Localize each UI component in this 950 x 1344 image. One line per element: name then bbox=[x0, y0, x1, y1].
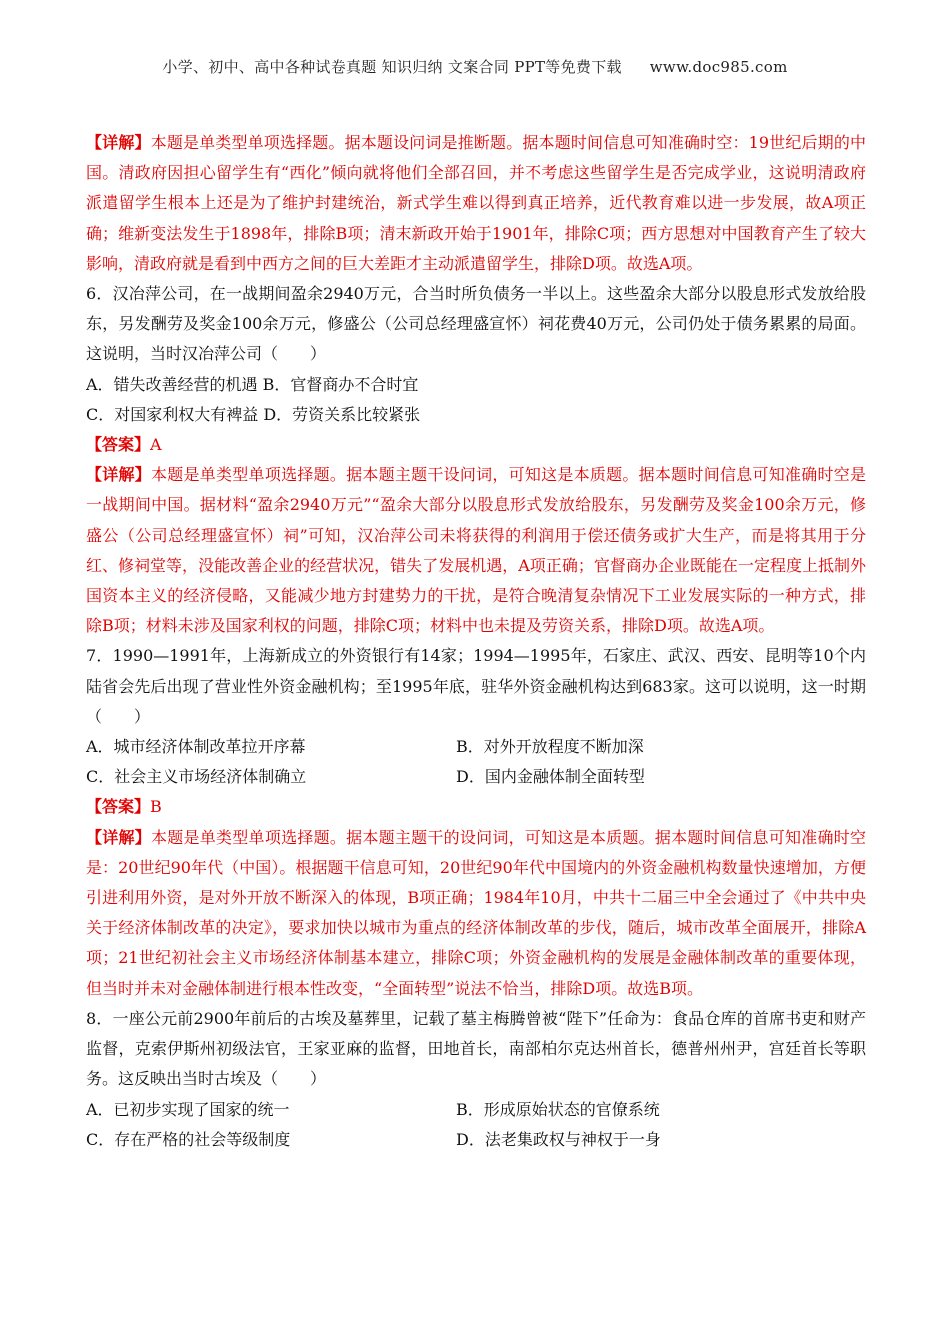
header-text: 小学、初中、高中各种试卷真题 知识归纳 文案合同 PPT等免费下载 bbox=[162, 58, 622, 76]
detail-text: 本题是单类型单项选择题。据本题设问词是推断题。据本题时间信息可知准确时空：19世纪后期的中国。清政府因担心留学生有“西化”倾向就将他们全部召回，并不考虑这些留学生是否完成学业，这说明清政府派遣留学生根本上还是为了维护封建统治，新式学生难以得到真正培养，近代教育难以进一步发展，故A项正确；维新变法发生于1898年，排除B项；清末新政开始于1901年，排除C项；西方思想对中国教育产生了较大影响，清政府就是看到中西方之间的巨大差距才主动派遣留学生，排除D项。故选A项。 bbox=[86, 133, 866, 273]
detail-text: 本题是单类型单项选择题。据本题主题干的设问词，可知这是本质题。据本题时间信息可知准确时空是：20世纪90年代（中国）。根据题干信息可知，20世纪90年代中国境内的外资金融机构数量快速增加，方便引进利用外资，是对外开放不断深入的体现，B项正确；1984年10月，中共十二届三中全会通过了《中共中央关于经济体制改革的决定》，要求加快以城市为重点的经济体制改革的步伐，随后，城市改革全面展开，排除A项；21世纪初社会主义市场经济体制基本建立，排除C项；外资金融机构的发展是金融体制改革的重要体现，但当时并未对金融体制进行根本性改变，“全面转型”说法不恰当，排除D项。故选B项。 bbox=[86, 827, 866, 998]
q7-option-a: A．城市经济体制改革拉开序幕 bbox=[86, 737, 306, 757]
answer-tag: 【答案】 bbox=[86, 797, 151, 817]
q7-options-row-1 bbox=[86, 732, 866, 762]
detail-tag: 【详解】 bbox=[86, 827, 152, 847]
q6-options-cd: C．对国家利权大有裨益 D．劳资关系比较紧张 bbox=[86, 404, 421, 424]
answer-value: B bbox=[150, 797, 162, 817]
q6-stem: 6．汉冶萍公司，在一战期间盈余2940万元，合当时所负债务一半以上。这些盈余大部分以股息形式发放给股东，另发酬劳及奖金100余万元，修盛公（公司总经理盛宣怀）祠花费40万元，公司仍处于债务累累的局面。这说明，当时汉冶萍公司（ ） bbox=[86, 284, 866, 364]
content bbox=[86, 128, 866, 1155]
header-url[interactable]: www.doc985.com bbox=[649, 58, 788, 76]
q6-answer bbox=[86, 430, 866, 460]
q7-answer bbox=[86, 792, 866, 822]
q7-options-row-2 bbox=[86, 762, 866, 792]
answer-tag: 【答案】 bbox=[86, 435, 151, 455]
q7-option-d: D．国内金融体制全面转型 bbox=[456, 767, 645, 787]
q7-detail bbox=[86, 823, 866, 1004]
q6-options-ab: A．错失改善经营的机遇 B．官督商办不合时宜 bbox=[86, 374, 419, 394]
q8-option-c: C．存在严格的社会等级制度 bbox=[86, 1129, 291, 1149]
q7-option-b: B．对外开放程度不断加深 bbox=[456, 737, 644, 757]
q8-option-d: D．法老集政权与神权于一身 bbox=[456, 1129, 661, 1149]
q8-stem: 8．一座公元前2900年前后的古埃及墓葬里，记载了墓主梅腾曾被“陛下”任命为：食品仓库的首席书吏和财产监督，克索伊斯州初级法官，王家亚麻的监督，田地首长，南部柏尔克达州首长，德普州州尹，宫廷首长等职务。这反映出当时古埃及（ ） bbox=[86, 1008, 866, 1089]
detail-tag: 【详解】 bbox=[86, 465, 152, 485]
detail-tag: 【详解】 bbox=[86, 133, 151, 152]
q6-detail bbox=[86, 460, 866, 641]
q8-option-a: A．已初步实现了国家的统一 bbox=[86, 1099, 290, 1119]
q8-options-row-1 bbox=[86, 1095, 866, 1125]
q8-options-row-2 bbox=[86, 1125, 866, 1155]
page-header bbox=[0, 56, 950, 77]
q5-detail bbox=[86, 128, 866, 279]
q8-option-b: B．形成原始状态的官僚系统 bbox=[456, 1099, 660, 1119]
q7-stem: 7．1990—1991年，上海新成立的外资银行有14家；1994—1995年，石家庄、武汉、西安、昆明等10个内陆省会先后出现了营业性外资金融机构；至1995年底，驻华外资金融机构达到683家。这可以说明，这一时期（ ） bbox=[86, 646, 866, 726]
q7-option-c: C．社会主义市场经济体制确立 bbox=[86, 767, 307, 787]
answer-value: A bbox=[150, 435, 162, 455]
detail-text: 本题是单类型单项选择题。据本题主题干设问词，可知这是本质题。据本题时间信息可知准确时空是一战期间中国。据材料“盈余2940万元”“盈余大部分以股息形式发放给股东，另发酬劳及奖金100余万元，修盛公（公司总经理盛宣怀）祠”可知，汉冶萍公司未将获得的利润用于偿还债务或扩大生产，而是将其用于分红、修祠堂等，没能改善企业的经营状况，错失了发展机遇，A项正确；官督商办企业既能在一定程度上抵制外国资本主义的经济侵略，又能减少地方封建势力的干扰，是符合晚清复杂情况下工业发展实际的一种方式，排除B项；材料未涉及国家利权的问题，排除C项；材料中也未提及劳资关系，排除D项。故选A项。 bbox=[86, 465, 866, 636]
